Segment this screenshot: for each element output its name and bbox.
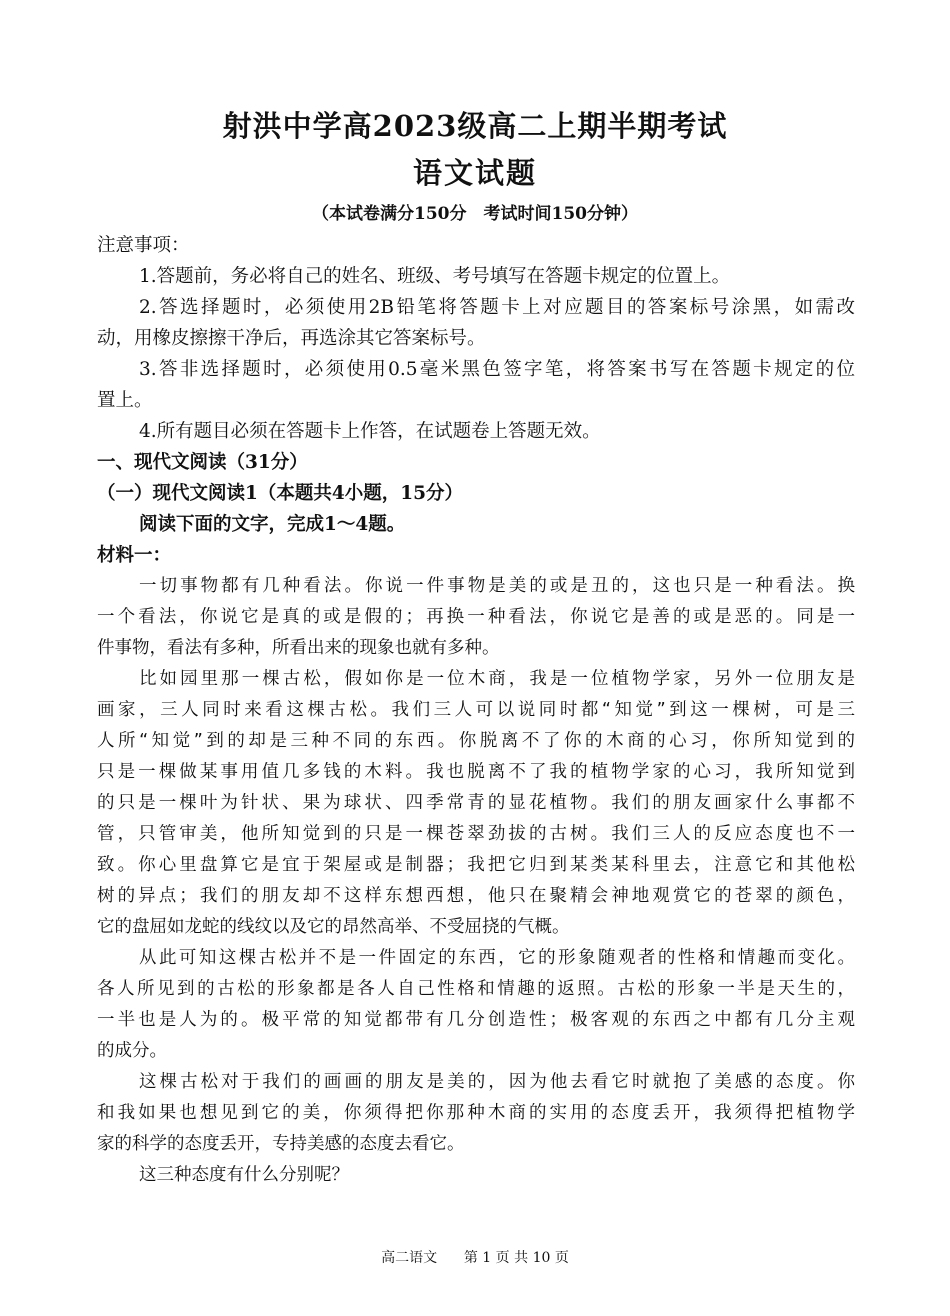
passage-line: 树的异点；我们的朋友却不这样东想西想，他只在聚精会神地观赏它的苍翠的颜色， <box>97 886 855 906</box>
passage-line: 它的盘屈如龙蛇的线纹以及它的昂然高举、不受屈挠的气概。 <box>97 917 570 937</box>
footer-subject: 高二语文 <box>381 1250 438 1266</box>
notice-item: 动，用橡皮擦擦干净后，再选涂其它答案标号。 <box>97 328 486 349</box>
passage-line: 一半也是人为的。极平常的知觉都带有几分创造性；极客观的东西之中都有几分主观 <box>97 1010 855 1030</box>
section-subheading: （一）现代文阅读1（本题共4小题，15分） <box>97 483 463 504</box>
passage-line: 画家，三人同时来看这棵古松。我们三人可以说同时都“知觉”到这一棵树，可是三 <box>97 700 855 720</box>
notice-item: 1.答题前，务必将自己的姓名、班级、考号填写在答题卡规定的位置上。 <box>139 266 731 287</box>
notice-heading: 注意事项： <box>97 235 190 256</box>
exam-subtitle: 语文试题 <box>412 156 537 190</box>
passage <box>97 571 855 1191</box>
passage-line: 各人所见到的古松的形象都是各人自己性格和情趣的返照。古松的形象一半是天生的， <box>97 979 855 999</box>
material-label: 材料一： <box>97 545 172 566</box>
exam-score-time-note: （本试卷满分150分 考试时间150分钟） <box>312 204 638 224</box>
notice-item: 置上。 <box>97 390 153 411</box>
passage-line: 只是一棵做某事用值几多钱的木料。我也脱离不了我的植物学家的心习，我所知觉到 <box>97 762 855 782</box>
passage-line: 一个看法，你说它是真的或是假的；再换一种看法，你说它是善的或是恶的。同是一 <box>97 607 855 627</box>
section-heading: 一、现代文阅读（31分） <box>97 452 308 473</box>
passage-line: 的成分。 <box>97 1041 167 1061</box>
passage-line: 件事物，看法有多种，所看出来的现象也就有多种。 <box>97 638 500 658</box>
passage-line: 人所“知觉”到的却是三种不同的东西。你脱离不了你的木商的心习，你所知觉到的 <box>97 731 855 751</box>
passage-line: 这三种态度有什么分别呢？ <box>139 1165 349 1185</box>
passage-line: 一切事物都有几种看法。你说一件事物是美的或是丑的，这也只是一种看法。换 <box>139 576 855 596</box>
exam-content <box>97 230 855 1191</box>
passage-line: 这棵古松对于我们的画画的朋友是美的，因为他去看它时就抱了美感的态度。你 <box>139 1072 855 1092</box>
notice-item: 3.答非选择题时，必须使用0.5毫米黑色签字笔，将答案书写在答题卡规定的位 <box>139 359 855 380</box>
passage-line: 致。你心里盘算它是宜于架屋或是制器；我把它归到某类某科里去，注意它和其他松 <box>97 855 855 875</box>
footer-page-number: 第 1 页 共 10 页 <box>463 1250 569 1266</box>
passage-line: 的只是一棵叶为针状、果为球状、四季常青的显花植物。我们的朋友画家什么事都不 <box>97 793 855 813</box>
passage-line: 家的科学的态度丢开，专持美感的态度去看它。 <box>97 1134 465 1154</box>
passage-line: 从此可知这棵古松并不是一件固定的东西，它的形象随观者的性格和情趣而变化。 <box>139 948 855 968</box>
section-instruction: 阅读下面的文字，完成1～4题。 <box>139 514 406 535</box>
page-footer <box>0 1248 950 1268</box>
passage-line: 和我如果也想见到它的美，你须得把你那种木商的实用的态度丢开，我须得把植物学 <box>97 1103 855 1123</box>
passage-line: 比如园里那一棵古松，假如你是一位木商，我是一位植物学家，另外一位朋友是 <box>139 669 855 689</box>
notice-item: 2.答选择题时，必须使用2B铅笔将答题卡上对应题目的答案标号涂黑，如需改 <box>139 297 855 318</box>
passage-line: 管，只管审美，他所知觉到的只是一棵苍翠劲拔的古树。我们三人的反应态度也不一 <box>97 824 855 844</box>
exam-title: 射洪中学高2023级高二上期半期考试 <box>222 109 728 143</box>
notice-item: 4.所有题目必须在答题卡上作答，在试题卷上答题无效。 <box>139 421 601 442</box>
